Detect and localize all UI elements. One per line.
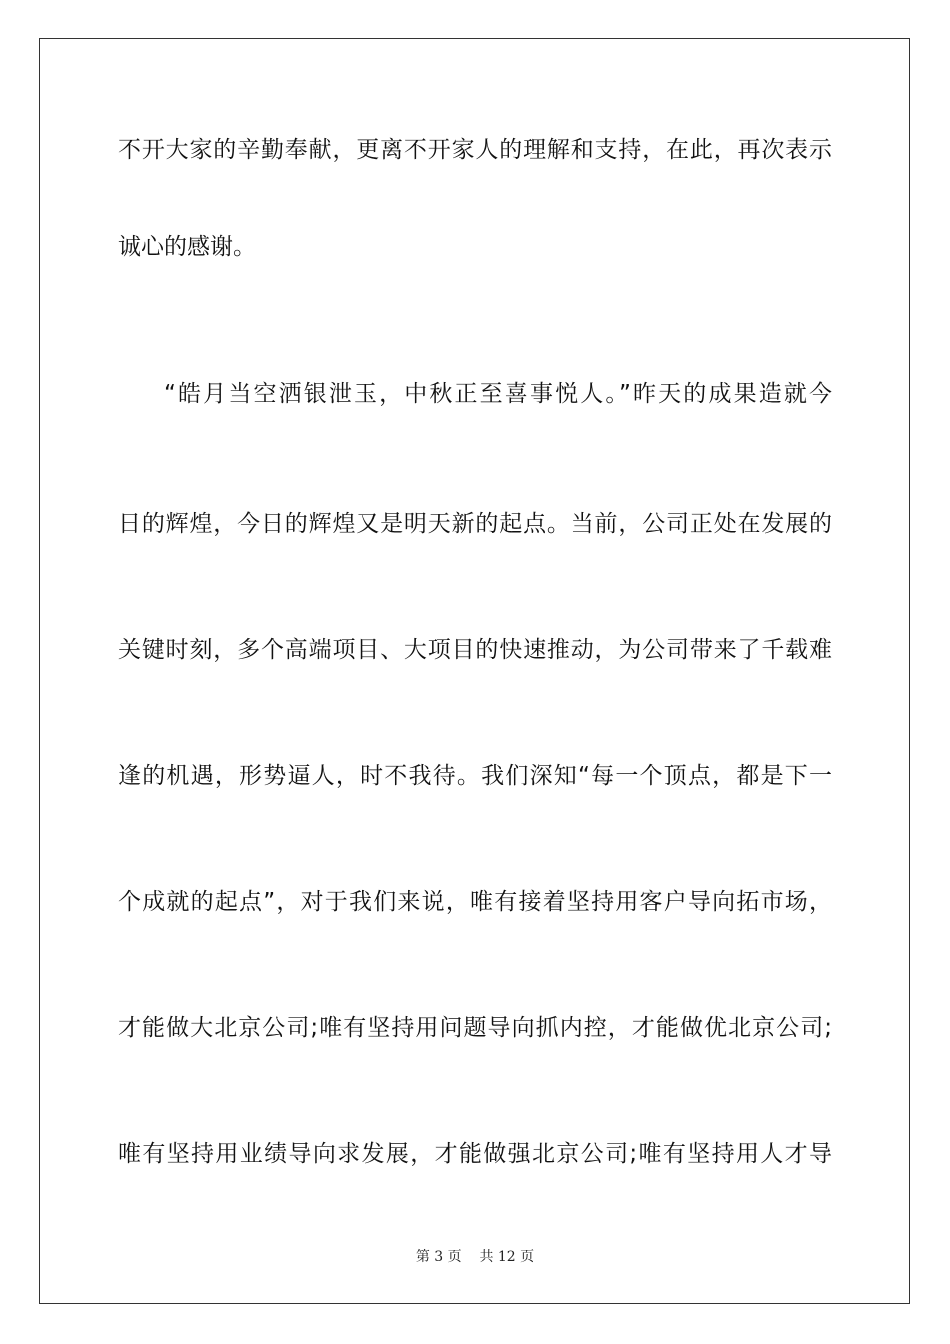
body-text-line: 不开大家的辛勤奉献，更离不开家人的理解和支持，在此，再次表示 xyxy=(118,137,832,163)
page-number: 第 3 页 xyxy=(415,1249,462,1265)
body-text-line: “皓月当空洒银泄玉，中秋正至喜事悦人。”昨天的成果造就今 xyxy=(164,381,832,407)
body-text-line: 关键时刻，多个高端项目、大项目的快速推动，为公司带来了千载难 xyxy=(118,637,832,663)
body-text-line: 个成就的起点”，对于我们来说，唯有接着坚持用客户导向拓市场， xyxy=(118,889,832,915)
body-text-line: 日的辉煌，今日的辉煌又是明天新的起点。当前，公司正处在发展的 xyxy=(118,511,832,537)
page-footer xyxy=(0,1247,950,1267)
body-text-line: 逢的机遇，形势逼人，时不我待。我们深知“每一个顶点，都是下一 xyxy=(118,763,832,789)
body-text-line: 唯有坚持用业绩导向求发展，才能做强北京公司;唯有坚持用人才导 xyxy=(118,1141,832,1167)
page-total: 共 12 页 xyxy=(479,1249,535,1265)
body-text-line: 诚心的感谢。 xyxy=(118,234,256,260)
body-text-line: 才能做大北京公司;唯有坚持用问题导向抓内控，才能做优北京公司; xyxy=(118,1015,832,1041)
page-border xyxy=(39,38,910,1304)
